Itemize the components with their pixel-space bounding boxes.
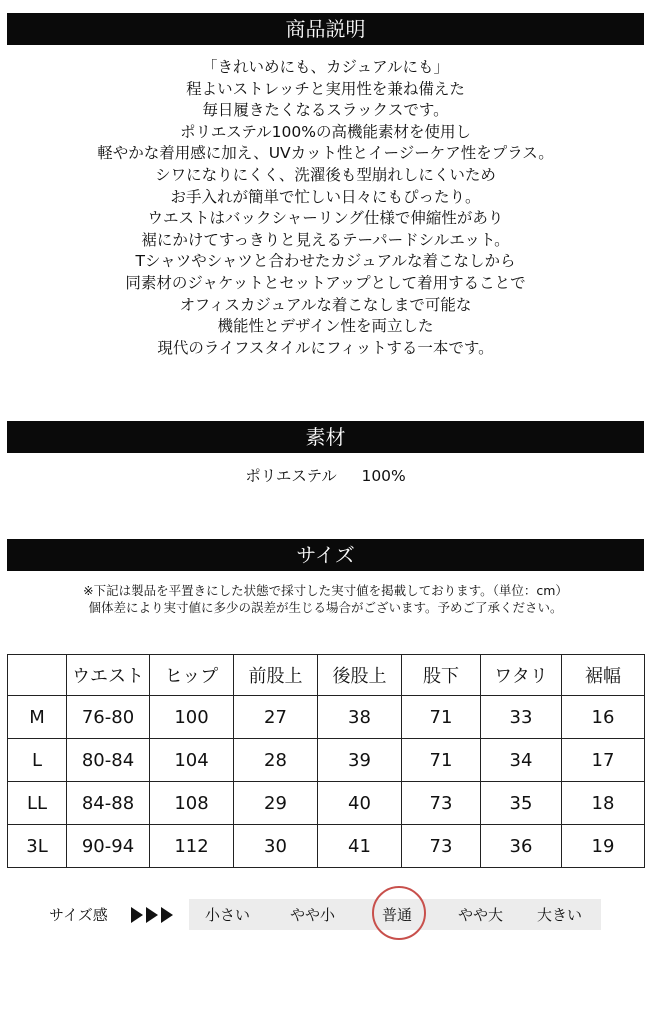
table-row (8, 739, 645, 782)
value-cell: 16 (562, 696, 645, 739)
section-title-material: 素材 (305, 425, 346, 449)
value-cell: 73 (402, 825, 481, 868)
description-line: 同素材のジャケットとセットアップとして着用することで (125, 273, 526, 292)
section-header-size (7, 539, 644, 571)
section-title-size: サイズ (296, 543, 355, 567)
value-cell: 104 (150, 739, 234, 782)
value-cell: 36 (481, 825, 562, 868)
table-header-row (8, 655, 645, 696)
description-line: 機能性とデザイン性を両立した (217, 317, 434, 336)
header-cell: 前股上 (234, 655, 318, 696)
value-cell: 30 (234, 825, 318, 868)
size-cell: L (8, 739, 67, 782)
description-line: 軽やかな着用感に加え、UVカット性とイージーケア性をプラス。 (97, 144, 554, 163)
value-cell: 80-84 (67, 739, 150, 782)
value-cell: 34 (481, 739, 562, 782)
section-header-material (7, 421, 644, 453)
description-line: 現代のライフスタイルにフィットする一本です。 (157, 338, 494, 357)
product-description (0, 57, 651, 359)
table-row (8, 825, 645, 868)
value-cell: 100 (150, 696, 234, 739)
table-row (8, 696, 645, 739)
description-line: 毎日履きたくなるスラックスです。 (202, 101, 449, 120)
value-cell: 40 (318, 782, 402, 825)
header-cell: ワタリ (481, 655, 562, 696)
value-cell: 71 (402, 696, 481, 739)
value-cell: 28 (234, 739, 318, 782)
value-cell: 71 (402, 739, 481, 782)
size-feel-option-small: 小さい (205, 906, 251, 924)
header-cell: 裾幅 (562, 655, 645, 696)
size-notes (0, 582, 651, 616)
description-line: オフィスカジュアルな着こなしまで可能な (179, 295, 472, 314)
value-cell: 41 (318, 825, 402, 868)
value-cell: 39 (318, 739, 402, 782)
section-title-description: 商品説明 (285, 17, 366, 41)
size-feel-option-normal: 普通 (382, 906, 413, 924)
value-cell: 18 (562, 782, 645, 825)
section-header-description (7, 13, 644, 45)
description-line: 「きれいめにも、カジュアルにも」 (201, 58, 450, 76)
value-cell: 38 (318, 696, 402, 739)
value-cell: 108 (150, 782, 234, 825)
size-cell: M (8, 696, 67, 739)
header-cell: ヒップ (150, 655, 234, 696)
value-cell: 35 (481, 782, 562, 825)
value-cell: 112 (150, 825, 234, 868)
size-feel-scale (0, 899, 651, 931)
header-cell: ウエスト (67, 655, 150, 696)
description-line: シワになりにくく、洗濯後も型崩れしにくいため (155, 165, 496, 184)
description-line: お手入れが簡単で忙しい日々にもぴったり。 (170, 187, 481, 206)
size-feel-label: サイズ感 (49, 906, 108, 924)
value-cell: 29 (234, 782, 318, 825)
header-cell: 後股上 (318, 655, 402, 696)
size-cell: LL (8, 782, 67, 825)
material-info (0, 465, 651, 487)
table-row (8, 782, 645, 825)
size-table (7, 654, 645, 868)
size-feel-option-slightly-small: やや小 (290, 906, 336, 924)
size-note: ※下記は製品を平置きにした状態で採寸した実寸値を掲載しております。（単位：cm） (83, 583, 568, 598)
material-name: ポリエステル (245, 467, 337, 485)
value-cell: 76-80 (67, 696, 150, 739)
size-feel-option-slightly-large: やや大 (458, 906, 504, 924)
value-cell: 90-94 (67, 825, 150, 868)
value-cell: 84-88 (67, 782, 150, 825)
description-line: ポリエステル100%の高機能素材を使用し (180, 122, 471, 141)
header-cell (8, 655, 67, 696)
value-cell: 19 (562, 825, 645, 868)
triple-right-arrow-icon (129, 905, 177, 929)
size-note: 個体差により実寸値に多少の誤差が生じる場合がございます。予めご了承ください。 (88, 600, 563, 615)
value-cell: 33 (481, 696, 562, 739)
description-line: ウエストはバックシャーリング仕様で伸縮性があり (147, 209, 504, 228)
size-cell: 3L (8, 825, 67, 868)
description-line: 裾にかけてすっきりと見えるテーパードシルエット。 (141, 230, 510, 249)
material-ratio: 100% (361, 467, 406, 485)
size-feel-option-large: 大きい (537, 906, 583, 924)
header-cell: 股下 (402, 655, 481, 696)
value-cell: 27 (234, 696, 318, 739)
description-line: Tシャツやシャツと合わせたカジュアルな着こなしから (135, 252, 516, 271)
value-cell: 17 (562, 739, 645, 782)
value-cell: 73 (402, 782, 481, 825)
size-feel-selected-marker (372, 886, 426, 940)
description-line: 程よいストレッチと実用性を兼ね備えた (186, 79, 465, 98)
